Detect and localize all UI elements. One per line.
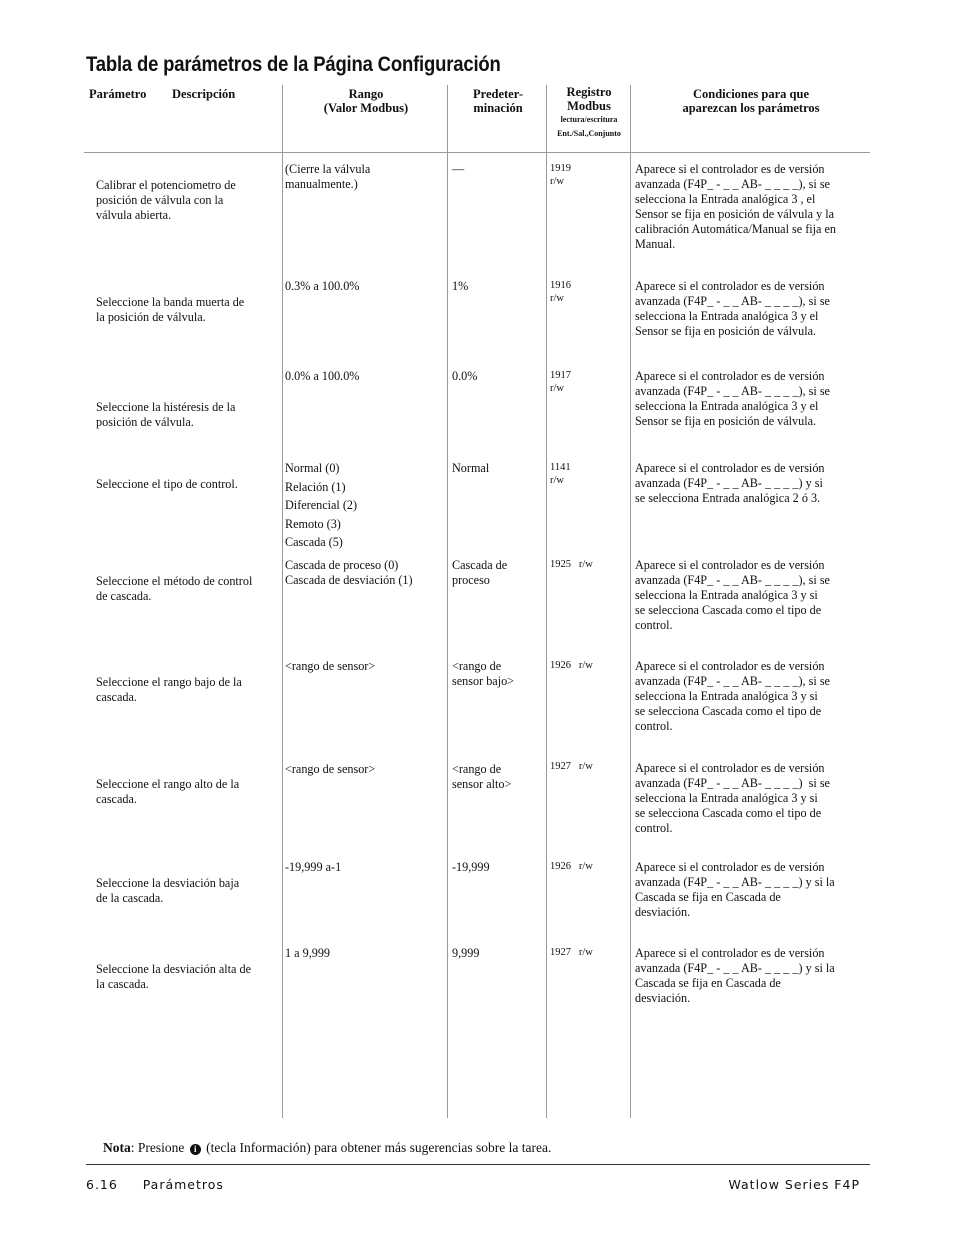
parameter-conditions-line: control.: [635, 821, 673, 835]
parameter-conditions: [635, 946, 835, 1006]
parameter-range-line: Remoto (3): [285, 516, 341, 531]
parameter-conditions-line: selecciona la Entrada analógica 3 y el: [635, 309, 819, 323]
parameter-conditions-line: avanzada (F4P_ - _ _ AB- _ _ _ _) si se: [635, 776, 830, 790]
parameter-register-line: r/w: [550, 475, 564, 486]
parameter-conditions-line: Aparece si el controlador es de versión: [635, 558, 825, 572]
parameter-conditions: [635, 659, 830, 734]
parameter-conditions: [635, 761, 830, 836]
header-registro: [547, 85, 631, 141]
parameter-default-line: proceso: [452, 573, 490, 587]
parameter-conditions-line: Aparece si el controlador es de versión: [635, 761, 825, 775]
parameter-register-line: 1926 r/w: [550, 861, 593, 872]
parameter-default-line: <rango de: [452, 659, 502, 673]
parameter-conditions-line: selecciona la Entrada analógica 3 y si: [635, 689, 818, 703]
parameter-description: [96, 876, 239, 906]
parameter-range-line: 0.3% a 100.0%: [285, 279, 360, 293]
parameter-register-line: 1919: [550, 163, 571, 174]
header-condiciones: [631, 87, 871, 115]
parameter-range: [285, 762, 375, 777]
parameter-conditions-line: desviación.: [635, 905, 691, 919]
parameter-range-line: Relación (1): [285, 479, 346, 494]
parameter-register: [550, 279, 571, 305]
parameter-range-line: <rango de sensor>: [285, 659, 376, 673]
parameter-description-line: Seleccione la desviación alta de: [96, 962, 251, 976]
parameter-conditions-line: avanzada (F4P_ - _ _ AB- _ _ _ _) y si: [635, 476, 823, 490]
parameter-range-line: Cascada (5): [285, 535, 343, 549]
parameter-register: [550, 659, 593, 672]
parameter-range: [285, 162, 370, 192]
parameter-register: [550, 461, 571, 487]
parameter-register-line: 1925 r/w: [550, 559, 593, 570]
parameter-description-line: Seleccione la desviación baja: [96, 876, 240, 890]
note-text: (tecla Información) para obtener más sugerencias sobre la tarea.: [202, 1140, 552, 1155]
parameter-description: [96, 962, 251, 992]
parameter-description: [96, 777, 239, 807]
parameter-conditions-line: Sensor se fija en posición de válvula.: [635, 414, 817, 428]
parameter-register: [550, 162, 571, 188]
parameter-description-line: Seleccione el rango bajo de la: [96, 675, 242, 689]
parameter-conditions-line: se selecciona Cascada como el tipo de: [635, 704, 822, 718]
parameter-register-line: r/w: [550, 176, 564, 187]
parameter-conditions-line: selecciona la Entrada analógica 3 y si: [635, 791, 818, 805]
parameter-default-line: -19,999: [452, 860, 490, 874]
parameter-conditions-line: Aparece si el controlador es de versión: [635, 279, 825, 293]
column-divider: [447, 85, 448, 1118]
parameter-register-line: 1916: [550, 280, 571, 291]
header-rango-line: (Valor Modbus): [323, 101, 409, 115]
parameter-conditions-line: Sensor se fija en posición de válvula.: [635, 324, 817, 338]
parameter-conditions-line: selecciona la Entrada analógica 3 y si: [635, 588, 818, 602]
parameter-conditions-line: Aparece si el controlador es de versión: [635, 461, 825, 475]
parameter-conditions: [635, 279, 830, 339]
parameter-conditions-line: Aparece si el controlador es de versión: [635, 162, 825, 176]
header-rule: [84, 152, 870, 153]
parameter-description-line: válvula abierta.: [96, 208, 172, 222]
parameter-conditions-line: Manual.: [635, 237, 676, 251]
parameter-description-line: cascada.: [96, 792, 137, 806]
parameter-conditions-line: Aparece si el controlador es de versión: [635, 369, 825, 383]
parameter-range: [285, 659, 375, 674]
parameter-range-line: Diferencial (2): [285, 498, 358, 512]
parameter-conditions: [635, 860, 835, 920]
footer-rule: [86, 1164, 870, 1165]
parameter-description: [96, 295, 244, 325]
parameter-conditions-line: selecciona la Entrada analógica 3 y el: [635, 399, 819, 413]
parameter-range: [285, 279, 359, 294]
header-predeterminacion-line: Predeter-: [473, 87, 523, 101]
parameter-range: [285, 459, 357, 552]
parameter-default-line: 0.0%: [452, 369, 478, 383]
parameter-conditions-line: Aparece si el controlador es de versión: [635, 659, 825, 673]
parameter-range: [285, 946, 330, 961]
parameter-range: [285, 860, 341, 875]
parameter-conditions-line: desviación.: [635, 991, 691, 1005]
parameter-default-line: Normal: [452, 461, 490, 475]
parameter-description-line: Seleccione el rango alto de la: [96, 777, 240, 791]
parameter-description-line: la posición de válvula.: [96, 310, 206, 324]
column-divider: [630, 85, 631, 1118]
page-title: Tabla de parámetros de la Página Configuración: [86, 53, 501, 76]
parameter-conditions: [635, 558, 830, 633]
parameter-description-line: cascada.: [96, 690, 137, 704]
parameter-register: [550, 369, 571, 395]
parameter-description: [96, 574, 252, 604]
header-rango-line: Rango: [348, 87, 384, 101]
note-label: Nota: [103, 1140, 131, 1155]
parameter-default: [452, 946, 479, 961]
parameter-conditions-line: avanzada (F4P_ - _ _ AB- _ _ _ _) y si la: [635, 961, 835, 975]
header-condiciones-line: Condiciones para que: [693, 87, 809, 101]
parameter-description-line: Seleccione la banda muerta de: [96, 295, 245, 309]
parameter-register-line: 1926 r/w: [550, 660, 593, 671]
header-registro-sub: Ent./Sal.,Conjunto: [557, 129, 621, 138]
parameter-register-line: 1927 r/w: [550, 947, 593, 958]
parameter-register-line: 1141: [550, 462, 571, 473]
parameter-conditions: [635, 461, 825, 506]
parameter-description: [96, 400, 235, 430]
parameter-conditions-line: avanzada (F4P_ - _ _ AB- _ _ _ _) y si la: [635, 875, 835, 889]
parameter-description: [96, 477, 238, 492]
parameter-default: [452, 762, 511, 792]
header-rango: [284, 87, 448, 115]
parameter-conditions-line: calibración Automática/Manual se fija en: [635, 222, 837, 236]
parameter-description: [96, 178, 236, 223]
parameter-default-line: 1%: [452, 279, 469, 293]
parameter-description-line: de cascada.: [96, 589, 152, 603]
parameter-conditions-line: avanzada (F4P_ - _ _ AB- _ _ _ _), si se: [635, 294, 830, 308]
parameter-default-line: 9,999: [452, 946, 480, 960]
parameter-conditions-line: control.: [635, 719, 673, 733]
parameter-description-line: Calibrar el potenciometro de: [96, 178, 236, 192]
parameter-description: [96, 675, 242, 705]
header-registro-sub: lectura/escritura: [560, 115, 618, 124]
parameter-range-line: 1 a 9,999: [285, 946, 331, 960]
parameter-conditions-line: Sensor se fija en posición de válvula y la: [635, 207, 835, 221]
parameter-default: [452, 860, 490, 875]
parameter-conditions-line: avanzada (F4P_ - _ _ AB- _ _ _ _), si se: [635, 674, 830, 688]
footer-page-number: 6.16 Parámetros: [86, 1177, 224, 1192]
parameter-range-line: (Cierre la válvula: [285, 162, 371, 176]
parameter-range-line: Cascada de desviación (1): [285, 573, 413, 587]
parameter-register: [550, 760, 593, 773]
column-divider: [282, 85, 283, 1118]
parameter-conditions: [635, 369, 830, 429]
parameter-range-line: 0.0% a 100.0%: [285, 369, 360, 383]
parameter-description-line: posición de válvula con la: [96, 193, 224, 207]
parameter-conditions-line: se selecciona Cascada como el tipo de: [635, 806, 822, 820]
parameter-range-line: Normal (0): [285, 461, 340, 475]
parameter-register-line: r/w: [550, 383, 564, 394]
parameter-conditions-line: selecciona la Entrada analógica 3 , el: [635, 192, 816, 206]
header-parametro: Parámetro: [89, 87, 147, 101]
header-descripcion: Descripción: [172, 87, 236, 101]
parameter-register-line: 1927 r/w: [550, 761, 593, 772]
parameter-register: [550, 860, 593, 873]
parameter-description-line: la cascada.: [96, 977, 149, 991]
parameter-default-line: <rango de: [452, 762, 502, 776]
parameter-description-line: de la cascada.: [96, 891, 164, 905]
footer-product: Watlow Series F4P: [728, 1177, 860, 1192]
parameter-register-line: 1917: [550, 370, 571, 381]
info-key-icon: i: [190, 1144, 201, 1155]
parameter-range: [285, 558, 413, 588]
note-text: : Presione: [130, 1140, 188, 1155]
parameter-register-line: r/w: [550, 293, 564, 304]
parameter-conditions-line: Aparece si el controlador es de versión: [635, 946, 825, 960]
parameter-default: [452, 461, 489, 476]
parameter-range-line: <rango de sensor>: [285, 762, 376, 776]
parameter-conditions: [635, 162, 836, 252]
parameter-range: [285, 369, 359, 384]
parameter-description-line: posición de válvula.: [96, 415, 194, 429]
parameter-default-line: sensor alto>: [452, 777, 512, 791]
parameter-conditions-line: Cascada se fija en Cascada de: [635, 890, 781, 904]
parameter-conditions-line: Aparece si el controlador es de versión: [635, 860, 825, 874]
parameter-conditions-line: se selecciona Cascada como el tipo de: [635, 603, 822, 617]
header-registro-line: Registro: [566, 85, 612, 99]
parameter-conditions-line: control.: [635, 618, 673, 632]
note: [103, 1140, 551, 1156]
column-divider: [546, 85, 547, 1118]
parameter-default: [452, 369, 477, 384]
parameter-default-line: —: [452, 162, 465, 176]
parameter-description-line: Seleccione la histéresis de la: [96, 400, 236, 414]
parameter-conditions-line: avanzada (F4P_ - _ _ AB- _ _ _ _), si se: [635, 177, 830, 191]
parameter-conditions-line: se selecciona Entrada analógica 2 ó 3.: [635, 491, 821, 505]
parameter-conditions-line: avanzada (F4P_ - _ _ AB- _ _ _ _), si se: [635, 384, 830, 398]
parameter-default-line: Cascada de: [452, 558, 508, 572]
parameter-conditions-line: Cascada se fija en Cascada de: [635, 976, 781, 990]
parameter-range-line: Cascada de proceso (0): [285, 558, 399, 572]
parameter-description-line: Seleccione el método de control: [96, 574, 253, 588]
header-predeterminacion-line: minación: [473, 101, 523, 115]
header-predeterminacion: [449, 87, 547, 115]
parameter-default-line: sensor bajo>: [452, 674, 515, 688]
parameter-default: [452, 659, 514, 689]
parameter-register: [550, 558, 593, 571]
header-condiciones-line: aparezcan los parámetros: [682, 101, 820, 115]
parameter-default: [452, 162, 464, 177]
parameter-conditions-line: avanzada (F4P_ - _ _ AB- _ _ _ _), si se: [635, 573, 830, 587]
parameter-default: [452, 279, 468, 294]
parameter-description-line: Seleccione el tipo de control.: [96, 477, 238, 491]
header-registro-line: Modbus: [567, 99, 611, 113]
parameter-register: [550, 946, 593, 959]
parameter-range-line: manualmente.): [285, 177, 358, 191]
parameter-default: [452, 558, 507, 588]
parameter-range-line: -19,999 a-1: [285, 860, 342, 874]
